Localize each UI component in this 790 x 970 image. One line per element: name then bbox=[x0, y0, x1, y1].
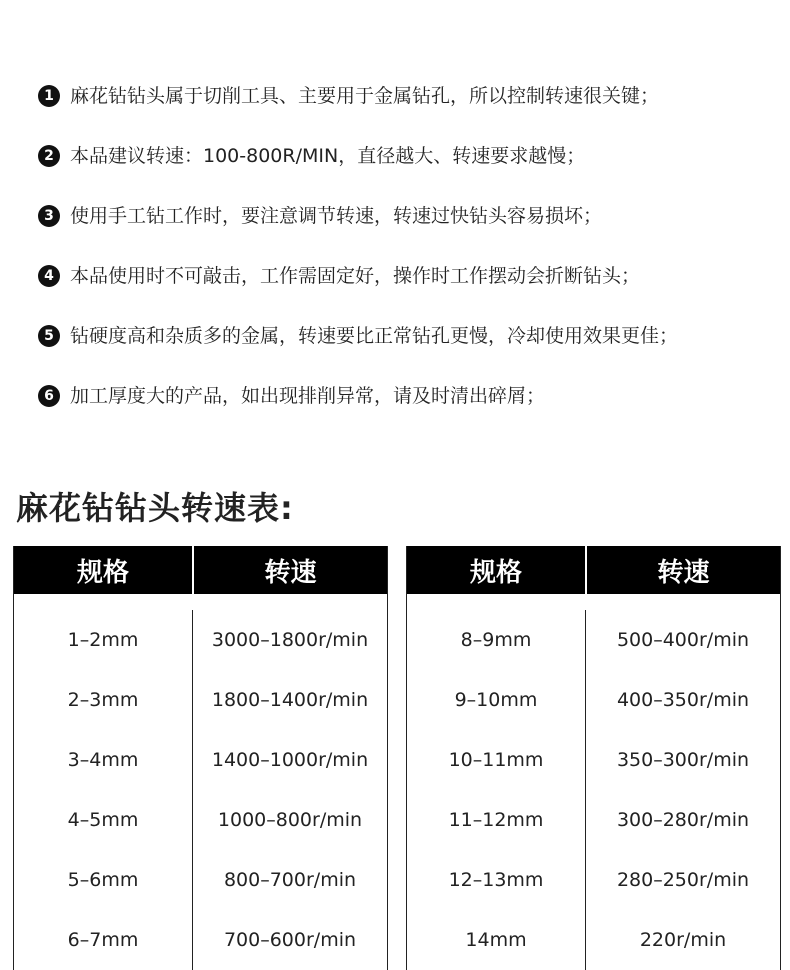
table-header bbox=[407, 546, 780, 594]
header-spec: 规格 bbox=[14, 546, 194, 594]
number-badge-icon: 4 bbox=[38, 265, 60, 287]
cell-speed: 300–280r/min bbox=[616, 809, 750, 831]
table-header bbox=[14, 546, 387, 594]
speed-table-left bbox=[13, 546, 388, 970]
cell-speed: 1400–1000r/min bbox=[211, 749, 369, 771]
usage-notes bbox=[38, 66, 778, 426]
table-row bbox=[14, 730, 387, 790]
table-row bbox=[14, 850, 387, 910]
note-item bbox=[38, 66, 778, 126]
table-row bbox=[14, 610, 387, 670]
note-item bbox=[38, 306, 778, 366]
cell-spec: 5–6mm bbox=[14, 850, 193, 910]
cell-spec: 3–4mm bbox=[14, 730, 193, 790]
cell-speed: 3000–1800r/min bbox=[211, 629, 369, 651]
cell-spec: 2–3mm bbox=[14, 670, 193, 730]
table-row bbox=[407, 850, 780, 910]
table-row bbox=[14, 670, 387, 730]
cell-spec: 9–10mm bbox=[407, 670, 586, 730]
note-text: 本品建议转速：100-800R/MIN，直径越大、转速要求越慢； bbox=[70, 144, 586, 167]
table-row bbox=[407, 730, 780, 790]
table-row bbox=[407, 790, 780, 850]
table-row bbox=[14, 910, 387, 970]
cell-spec: 1–2mm bbox=[14, 610, 193, 670]
number-badge-icon: 6 bbox=[38, 385, 60, 407]
note-text: 钻硬度高和杂质多的金属，转速要比正常钻孔更慢，冷却使用效果更佳； bbox=[70, 324, 679, 347]
note-item bbox=[38, 366, 778, 426]
note-item bbox=[38, 186, 778, 246]
speed-table-title: 麻花钻钻头转速表: bbox=[16, 489, 294, 527]
cell-spec: 8–9mm bbox=[407, 610, 586, 670]
header-speed: 转速 bbox=[264, 557, 317, 588]
note-text: 本品使用时不可敲击，工作需固定好，操作时工作摆动会折断钻头； bbox=[70, 264, 641, 287]
cell-speed: 350–300r/min bbox=[616, 749, 750, 771]
cell-spec: 10–11mm bbox=[407, 730, 586, 790]
cell-speed: 400–350r/min bbox=[616, 689, 750, 711]
cell-speed: 700–600r/min bbox=[223, 929, 357, 951]
number-badge-icon: 3 bbox=[38, 205, 60, 227]
note-text: 加工厚度大的产品，如出现排削异常，请及时清出碎屑； bbox=[70, 384, 546, 407]
cell-spec: 14mm bbox=[407, 910, 586, 970]
cell-speed: 220r/min bbox=[639, 929, 727, 951]
cell-speed: 500–400r/min bbox=[616, 629, 750, 651]
cell-spec: 12–13mm bbox=[407, 850, 586, 910]
cell-speed: 1000–800r/min bbox=[217, 809, 363, 831]
number-badge-icon: 2 bbox=[38, 145, 60, 167]
note-item bbox=[38, 126, 778, 186]
header-spec: 规格 bbox=[407, 546, 587, 594]
cell-speed: 800–700r/min bbox=[223, 869, 357, 891]
note-item bbox=[38, 246, 778, 306]
header-speed: 转速 bbox=[657, 557, 710, 588]
cell-spec: 4–5mm bbox=[14, 790, 193, 850]
number-badge-icon: 5 bbox=[38, 325, 60, 347]
table-row bbox=[407, 910, 780, 970]
number-badge-icon: 1 bbox=[38, 85, 60, 107]
table-body bbox=[14, 594, 387, 970]
speed-table-right bbox=[406, 546, 781, 970]
note-text: 使用手工钻工作时，要注意调节转速，转速过快钻头容易损坏； bbox=[70, 204, 603, 227]
cell-speed: 280–250r/min bbox=[616, 869, 750, 891]
cell-speed: 1800–1400r/min bbox=[211, 689, 369, 711]
table-body bbox=[407, 594, 780, 970]
table-row bbox=[407, 670, 780, 730]
table-row bbox=[14, 790, 387, 850]
cell-spec: 6–7mm bbox=[14, 910, 193, 970]
cell-spec: 11–12mm bbox=[407, 790, 586, 850]
table-row bbox=[407, 610, 780, 670]
note-text: 麻花钻钻头属于切削工具、主要用于金属钻孔，所以控制转速很关键； bbox=[70, 84, 660, 107]
